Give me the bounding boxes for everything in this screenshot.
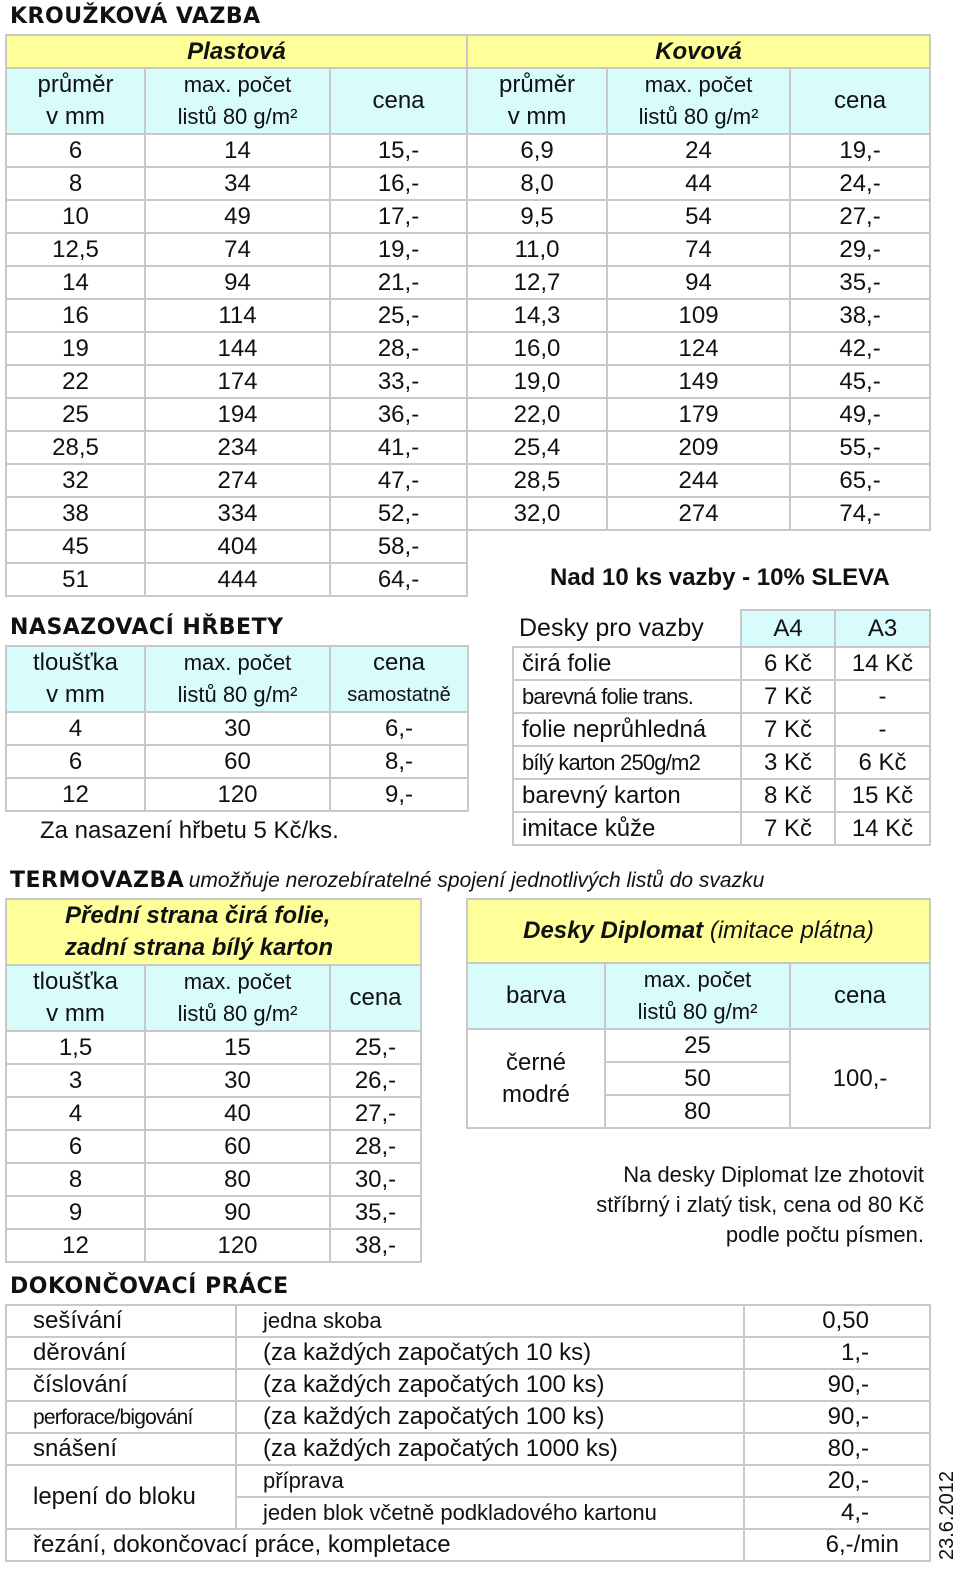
price-cell: 35,-	[790, 266, 930, 299]
finish-row	[6, 1337, 930, 1369]
price-a4-cell: 8 Kč	[741, 779, 835, 812]
price-cell: 0,50	[744, 1305, 930, 1337]
sheets-cell: 34	[145, 167, 330, 200]
price-cell: 90,-	[744, 1401, 930, 1433]
diameter-cell: 11,0	[467, 233, 607, 266]
diameter-cell: 12,5	[6, 233, 145, 266]
price-cell: 64,-	[330, 563, 467, 596]
diameter-cell: 32,0	[467, 497, 607, 530]
diplomat-price: 100,-	[790, 1029, 930, 1128]
col-diameter: průměr v mm	[467, 68, 607, 134]
sheets-cell: 74	[145, 233, 330, 266]
description-cell: (za každých započatých 100 ks)	[236, 1369, 744, 1401]
diameter-cell: 38	[6, 497, 145, 530]
price-cell: 20,-	[744, 1465, 930, 1497]
col-price: cena	[330, 965, 421, 1031]
col-a4: A4	[741, 610, 835, 647]
diplomat-note: Na desky Diplomat lze zhotovit stříbrný i zlatý tisk, cena od 80 Kč podle počtu písmen.	[596, 1162, 924, 1247]
discount-note: Nad 10 ks vazby - 10% SLEVA	[550, 564, 890, 591]
diameter-cell: 6	[6, 134, 145, 167]
ring-row	[6, 431, 930, 464]
price-a3-cell: 14 Kč	[835, 812, 930, 845]
price-cell: 52,-	[330, 497, 467, 530]
price-a4-cell: 6 Kč	[741, 647, 835, 680]
thickness-cell: 12	[6, 778, 145, 811]
description-cell: příprava	[236, 1465, 744, 1497]
price-a4-cell: 7 Kč	[741, 713, 835, 746]
diplomat-table	[466, 898, 931, 1129]
price-cell: 58,-	[330, 530, 467, 563]
description-cell: (za každých započatých 1000 ks)	[236, 1433, 744, 1465]
price-a3-cell: -	[835, 680, 930, 713]
price-cell: 1,-	[744, 1337, 930, 1369]
sheets-cell: 144	[145, 332, 330, 365]
cover-row	[513, 812, 930, 845]
price-cell: 21,-	[330, 266, 467, 299]
col-thickness: tloušťka v mm	[6, 965, 145, 1031]
price-cell: 6,-/min	[744, 1529, 930, 1561]
thickness-cell: 8	[6, 1163, 145, 1196]
thickness-cell: 1,5	[6, 1031, 145, 1064]
thermo-row	[6, 1196, 421, 1229]
diameter-cell: 25,4	[467, 431, 607, 464]
ring-row	[6, 200, 930, 233]
thermo-description: umožňuje nerozebíratelné spojení jednotlivých listů do svazku	[188, 869, 765, 892]
diameter-cell: 28,5	[6, 431, 145, 464]
col-sheets: max. počet listů 80 g/m²	[145, 68, 330, 134]
price-cell: 90,-	[744, 1369, 930, 1401]
sheets-cell: 209	[607, 431, 790, 464]
sheets-cell: 40	[145, 1097, 330, 1130]
price-cell: 49,-	[790, 398, 930, 431]
sheets-cell: 120	[145, 1229, 330, 1262]
sheets-cell: 74	[607, 233, 790, 266]
price-cell: 19,-	[790, 134, 930, 167]
section-title-finish: DOKONČOVACÍ PRÁCE	[10, 1274, 289, 1299]
thermo-table	[5, 898, 422, 1263]
ring-row	[6, 497, 930, 530]
cover-name-cell: bílý karton 250g/m2	[513, 746, 741, 779]
sheets-cell: 30	[145, 1064, 330, 1097]
diameter-cell: 8	[6, 167, 145, 200]
price-cell: 42,-	[790, 332, 930, 365]
sheets-cell: 444	[145, 563, 330, 596]
col-color: barva	[467, 963, 605, 1029]
price-cell: 26,-	[330, 1064, 421, 1097]
sheets-cell: 30	[145, 712, 330, 745]
sheets-cell: 60	[145, 1130, 330, 1163]
plastic-header: Plastová	[6, 35, 467, 68]
sheets-cell: 274	[607, 497, 790, 530]
thermo-row	[6, 1130, 421, 1163]
covers-title: Desky pro vazby	[513, 610, 741, 647]
col-thickness: tloušťka v mm	[6, 646, 145, 712]
sheets-cell: 24	[607, 134, 790, 167]
diplomat-sheets: 50	[605, 1062, 790, 1095]
price-cell: 80,-	[744, 1433, 930, 1465]
price-cell: 33,-	[330, 365, 467, 398]
price-cell: 38,-	[790, 299, 930, 332]
description-cell: (za každých započatých 10 ks)	[236, 1337, 744, 1369]
empty-cell	[467, 530, 930, 563]
finishing-table	[5, 1304, 931, 1562]
price-cell: 30,-	[330, 1163, 421, 1196]
sheets-cell: 404	[145, 530, 330, 563]
price-a4-cell: 7 Kč	[741, 680, 835, 713]
sheets-cell: 274	[145, 464, 330, 497]
thermo-row	[6, 1097, 421, 1130]
ring-row	[6, 530, 930, 563]
cover-name-cell: čirá folie	[513, 647, 741, 680]
cover-row	[513, 779, 930, 812]
thermo-row	[6, 1229, 421, 1262]
price-cell: 27,-	[330, 1097, 421, 1130]
diplomat-header: Desky Diplomat (imitace plátna)	[467, 899, 930, 963]
diameter-cell: 51	[6, 563, 145, 596]
diameter-cell: 22,0	[467, 398, 607, 431]
price-cell: 16,-	[330, 167, 467, 200]
ring-row	[6, 233, 930, 266]
ring-row	[6, 134, 930, 167]
task-cell: sešívání	[6, 1305, 236, 1337]
spine-note: Za nasazení hřbetu 5 Kč/ks.	[40, 817, 339, 844]
diameter-cell: 22	[6, 365, 145, 398]
price-a3-cell: 14 Kč	[835, 647, 930, 680]
col-sheets: max. počet listů 80 g/m²	[607, 68, 790, 134]
col-sheets: max. počet listů 80 g/m²	[145, 646, 330, 712]
cover-name-cell: barevná folie trans.	[513, 680, 741, 713]
diameter-cell: 10	[6, 200, 145, 233]
description-cell: (za každých započatých 100 ks)	[236, 1401, 744, 1433]
col-diameter: průměr v mm	[6, 68, 145, 134]
task-cell: snášení	[6, 1433, 236, 1465]
diameter-cell: 12,7	[467, 266, 607, 299]
task-cell: děrování	[6, 1337, 236, 1369]
price-cell: 28,-	[330, 332, 467, 365]
price-cell: 65,-	[790, 464, 930, 497]
price-cell: 24,-	[790, 167, 930, 200]
cover-name-cell: imitace kůže	[513, 812, 741, 845]
price-cell: 36,-	[330, 398, 467, 431]
diplomat-colors: černé modré	[467, 1029, 605, 1128]
sheets-cell: 109	[607, 299, 790, 332]
price-cell: 6,-	[330, 712, 468, 745]
diameter-cell: 9,5	[467, 200, 607, 233]
task-cell: perforace/bigování	[6, 1401, 236, 1433]
price-a3-cell: 6 Kč	[835, 746, 930, 779]
price-a3-cell: 15 Kč	[835, 779, 930, 812]
sheets-cell: 60	[145, 745, 330, 778]
sheets-cell: 114	[145, 299, 330, 332]
cover-name-cell: barevný karton	[513, 779, 741, 812]
diameter-cell: 14	[6, 266, 145, 299]
col-price: cena	[790, 963, 930, 1029]
price-a4-cell: 3 Kč	[741, 746, 835, 779]
metal-header: Kovová	[467, 35, 930, 68]
spine-row	[6, 778, 468, 811]
price-a4-cell: 7 Kč	[741, 812, 835, 845]
price-cell: 55,-	[790, 431, 930, 464]
thermo-row	[6, 1064, 421, 1097]
col-price: cena	[330, 68, 467, 134]
diameter-cell: 19	[6, 332, 145, 365]
thickness-cell: 9	[6, 1196, 145, 1229]
price-cell: 17,-	[330, 200, 467, 233]
diameter-cell: 28,5	[467, 464, 607, 497]
cover-row	[513, 680, 930, 713]
thermo-header: Přední strana čirá folie, zadní strana bílý karton	[6, 899, 421, 965]
diameter-cell: 14,3	[467, 299, 607, 332]
task-cell: lepení do bloku	[6, 1465, 236, 1529]
sheets-cell: 54	[607, 200, 790, 233]
col-a3: A3	[835, 610, 930, 647]
ring-row	[6, 266, 930, 299]
sheets-cell: 14	[145, 134, 330, 167]
thickness-cell: 3	[6, 1064, 145, 1097]
price-cell: 74,-	[790, 497, 930, 530]
diameter-cell: 6,9	[467, 134, 607, 167]
price-cell: 45,-	[790, 365, 930, 398]
spine-row	[6, 745, 468, 778]
finish-row	[6, 1465, 930, 1497]
price-cell: 25,-	[330, 299, 467, 332]
price-cell: 25,-	[330, 1031, 421, 1064]
cover-name-cell: folie neprůhledná	[513, 713, 741, 746]
diplomat-sheets: 25	[605, 1029, 790, 1062]
sheets-cell: 174	[145, 365, 330, 398]
finish-row	[6, 1433, 930, 1465]
price-cell: 35,-	[330, 1196, 421, 1229]
col-price: cena samostatně	[330, 646, 468, 712]
ring-row	[6, 398, 930, 431]
price-cell: 9,-	[330, 778, 468, 811]
thermo-heading	[10, 868, 764, 893]
price-cell: 28,-	[330, 1130, 421, 1163]
price-cell: 29,-	[790, 233, 930, 266]
cover-row	[513, 713, 930, 746]
col-sheets: max. počet listů 80 g/m²	[605, 963, 790, 1029]
task-cell: číslování	[6, 1369, 236, 1401]
sheets-cell: 234	[145, 431, 330, 464]
thermo-row	[6, 1031, 421, 1064]
cover-row	[513, 746, 930, 779]
ring-row	[6, 299, 930, 332]
finish-row	[6, 1529, 930, 1561]
thickness-cell: 6	[6, 745, 145, 778]
section-title-spine: NASAZOVACÍ HŘBETY	[10, 615, 284, 640]
diameter-cell: 16,0	[467, 332, 607, 365]
sheets-cell: 44	[607, 167, 790, 200]
diameter-cell: 32	[6, 464, 145, 497]
ring-row	[6, 167, 930, 200]
sheets-cell: 90	[145, 1196, 330, 1229]
price-a3-cell: -	[835, 713, 930, 746]
sheets-cell: 334	[145, 497, 330, 530]
task-cell: řezání, dokončovací práce, kompletace	[6, 1529, 744, 1561]
cover-row	[513, 647, 930, 680]
sheets-cell: 124	[607, 332, 790, 365]
covers-table	[512, 609, 931, 846]
ring-binding-table	[5, 34, 931, 597]
thickness-cell: 4	[6, 1097, 145, 1130]
sheets-cell: 149	[607, 365, 790, 398]
price-cell: 38,-	[330, 1229, 421, 1262]
spine-row	[6, 712, 468, 745]
price-cell: 47,-	[330, 464, 467, 497]
sheets-cell: 120	[145, 778, 330, 811]
sheets-cell: 179	[607, 398, 790, 431]
price-cell: 8,-	[330, 745, 468, 778]
sheets-cell: 94	[145, 266, 330, 299]
date-stamp: 23.6.2012	[936, 1471, 958, 1560]
price-cell: 27,-	[790, 200, 930, 233]
description-cell: jedna skoba	[236, 1305, 744, 1337]
diameter-cell: 8,0	[467, 167, 607, 200]
diplomat-sheets: 80	[605, 1095, 790, 1128]
price-cell: 19,-	[330, 233, 467, 266]
diameter-cell: 19,0	[467, 365, 607, 398]
ring-row	[6, 365, 930, 398]
ring-row	[6, 332, 930, 365]
sheets-cell: 49	[145, 200, 330, 233]
thickness-cell: 6	[6, 1130, 145, 1163]
sheets-cell: 244	[607, 464, 790, 497]
sheets-cell: 80	[145, 1163, 330, 1196]
section-title-ring: KROUŽKOVÁ VAZBA	[10, 4, 261, 29]
sheets-cell: 94	[607, 266, 790, 299]
finish-row	[6, 1401, 930, 1433]
price-cell: 15,-	[330, 134, 467, 167]
diameter-cell: 25	[6, 398, 145, 431]
price-cell: 41,-	[330, 431, 467, 464]
sheets-cell: 15	[145, 1031, 330, 1064]
finish-row	[6, 1305, 930, 1337]
thermo-row	[6, 1163, 421, 1196]
ring-row	[6, 464, 930, 497]
section-title-thermo: TERMOVAZBA	[10, 868, 185, 893]
spine-table	[5, 645, 469, 812]
thickness-cell: 4	[6, 712, 145, 745]
description-cell: jeden blok včetně podkladového kartonu	[236, 1497, 744, 1529]
col-price: cena	[790, 68, 930, 134]
finish-row	[6, 1369, 930, 1401]
price-cell: 4,-	[744, 1497, 930, 1529]
sheets-cell: 194	[145, 398, 330, 431]
thickness-cell: 12	[6, 1229, 145, 1262]
col-sheets: max. počet listů 80 g/m²	[145, 965, 330, 1031]
diameter-cell: 16	[6, 299, 145, 332]
diameter-cell: 45	[6, 530, 145, 563]
